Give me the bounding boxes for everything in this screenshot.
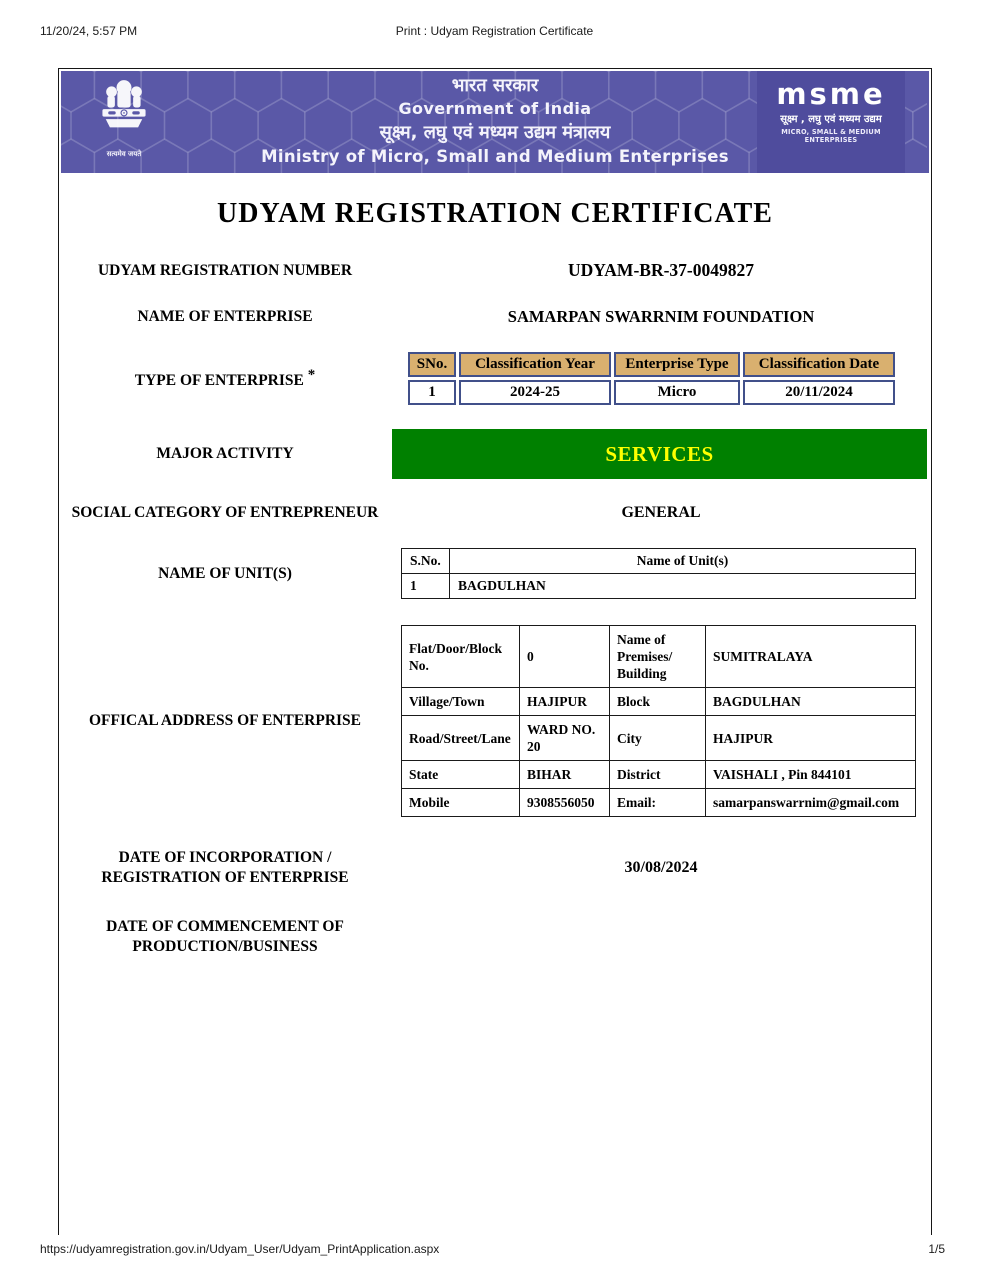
incorporation-date-row xyxy=(59,848,931,888)
certificate-sheet xyxy=(58,68,932,1235)
enterprise-name-row xyxy=(59,307,931,327)
city-label: City xyxy=(610,716,706,761)
road-label: Road/Street/Lane xyxy=(402,716,520,761)
units-header-sno: S.No. xyxy=(402,549,450,574)
commencement-date-row xyxy=(59,913,931,961)
units-table xyxy=(401,548,916,599)
mobile-label: Mobile xyxy=(402,789,520,817)
header-classification-date: Classification Date xyxy=(743,352,895,377)
msme-logo-word: msme xyxy=(776,77,886,111)
road-value: WARD NO. 20 xyxy=(520,716,610,761)
enterprise-name-value: SAMARPAN SWARRNIM FOUNDATION xyxy=(507,307,815,326)
address-row-flat xyxy=(402,626,916,688)
cell-classification-date: 20/11/2024 xyxy=(743,380,895,405)
banner-line-govt: Government of India xyxy=(398,99,592,118)
village-value: HAJIPUR xyxy=(520,688,610,716)
msme-logo-hindi-tagline: सूक्ष्म , लघु एवं मध्यम उद्यम xyxy=(780,114,882,125)
address-table xyxy=(401,625,916,817)
official-address-row xyxy=(59,625,931,817)
registration-number-row xyxy=(59,260,931,281)
cell-classification-year: 2024-25 xyxy=(459,380,611,405)
city-value: HAJIPUR xyxy=(706,716,916,761)
classification-table-header xyxy=(408,352,895,377)
print-page-title: Print : Udyam Registration Certificate xyxy=(395,24,594,38)
official-address-label: OFFICAL ADDRESS OF ENTERPRISE xyxy=(88,712,362,729)
social-category-value: GENERAL xyxy=(621,504,701,521)
premises-label: Name of Premises/ Building xyxy=(610,626,706,688)
registration-number-value: UDYAM-BR-37-0049827 xyxy=(567,260,754,280)
flat-value: 0 xyxy=(520,626,610,688)
email-value: samarpanswarrnim@gmail.com xyxy=(706,789,916,817)
msme-logo-english-tagline: MICRO, SMALL & MEDIUM ENTERPRISES xyxy=(781,128,881,144)
print-footer xyxy=(40,1242,945,1256)
cell-sno: 1 xyxy=(408,380,456,405)
units-table-row xyxy=(402,574,916,599)
incorporation-date-label: DATE OF INCORPORATION / REGISTRATION OF ENTERPRISE xyxy=(101,849,349,886)
india-national-emblem xyxy=(95,76,153,159)
block-label: Block xyxy=(610,688,706,716)
premises-value: SUMITRALAYA xyxy=(706,626,916,688)
banner-text xyxy=(195,74,795,169)
email-label: Email: xyxy=(610,789,706,817)
banner-line-hindi-govt: भारत सरकार xyxy=(451,75,539,96)
banner-line-hindi-ministry: सूक्ष्म, लघु एवं मध्यम उद्यम मंत्रालय xyxy=(379,122,611,143)
major-activity-value: SERVICES xyxy=(392,429,927,479)
cell-enterprise-type: Micro xyxy=(614,380,740,405)
units-row xyxy=(59,548,931,599)
district-value: VAISHALI , Pin 844101 xyxy=(706,761,916,789)
major-activity-label: MAJOR ACTIVITY xyxy=(156,445,294,462)
ministry-banner xyxy=(61,71,929,173)
print-datetime: 11/20/24, 5:57 PM xyxy=(40,24,138,38)
state-label: State xyxy=(402,761,520,789)
unit-name: BAGDULHAN xyxy=(450,574,916,599)
msme-logo xyxy=(757,71,905,173)
address-row-village xyxy=(402,688,916,716)
type-of-enterprise-label: TYPE OF ENTERPRISE * xyxy=(134,367,316,390)
banner-line-ministry: Ministry of Micro, Small and Medium Enterprises xyxy=(261,147,729,166)
print-url: https://udyamregistration.gov.in/Udyam_User/Udyam_PrintApplication.aspx xyxy=(40,1242,440,1256)
unit-sno: 1 xyxy=(402,574,450,599)
header-sno: SNo. xyxy=(408,352,456,377)
units-header-name: Name of Unit(s) xyxy=(450,549,916,574)
type-of-enterprise-row xyxy=(59,349,931,408)
social-category-row xyxy=(59,503,931,523)
registration-number-label: UDYAM REGISTRATION NUMBER xyxy=(97,261,353,279)
state-value: BIHAR xyxy=(520,761,610,789)
lion-capital-icon xyxy=(97,76,151,144)
address-row-mobile xyxy=(402,789,916,817)
enterprise-name-label: NAME OF ENTERPRISE xyxy=(137,308,313,325)
address-row-state xyxy=(402,761,916,789)
address-row-road xyxy=(402,716,916,761)
required-asterisk: * xyxy=(307,367,316,384)
units-table-header xyxy=(402,549,916,574)
mobile-value: 9308556050 xyxy=(520,789,610,817)
print-header xyxy=(0,24,989,40)
social-category-label: SOCIAL CATEGORY OF ENTREPRENEUR xyxy=(71,504,379,521)
district-label: District xyxy=(610,761,706,789)
block-value: BAGDULHAN xyxy=(706,688,916,716)
flat-label: Flat/Door/Block No. xyxy=(402,626,520,688)
commencement-date-label: DATE OF COMMENCEMENT OF PRODUCTION/BUSINESS xyxy=(106,918,344,955)
units-label: NAME OF UNIT(S) xyxy=(158,564,292,582)
major-activity-row xyxy=(59,429,931,479)
classification-table-row xyxy=(408,380,895,405)
village-label: Village/Town xyxy=(402,688,520,716)
header-classification-year: Classification Year xyxy=(459,352,611,377)
classification-table xyxy=(405,349,898,408)
header-enterprise-type: Enterprise Type xyxy=(614,352,740,377)
incorporation-date-value: 30/08/2024 xyxy=(624,859,698,876)
print-page-number: 1/5 xyxy=(928,1242,945,1256)
certificate-title: UDYAM REGISTRATION CERTIFICATE xyxy=(217,198,773,229)
emblem-caption: सत्यमेव जयते xyxy=(106,150,142,158)
